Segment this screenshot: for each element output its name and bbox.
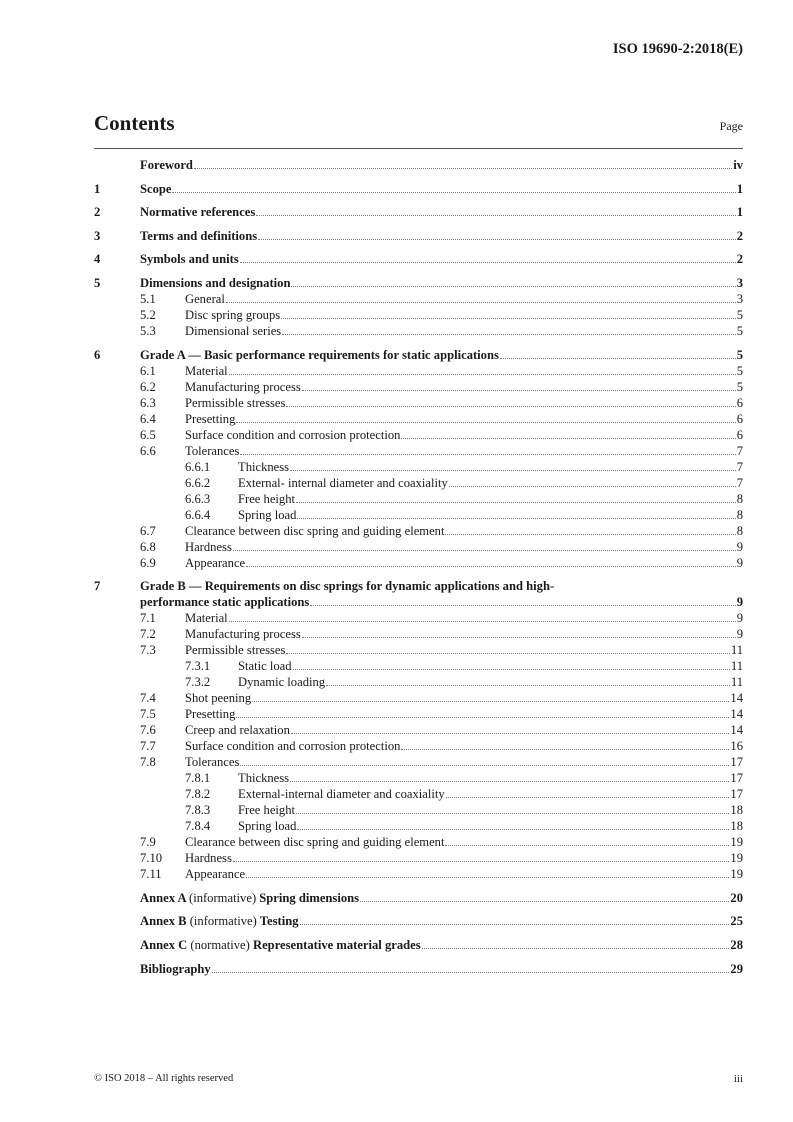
entry-title: Terms and definitions: [140, 228, 258, 243]
toc-entry[interactable]: [94, 157, 743, 173]
entry-page: 3: [736, 275, 743, 290]
dot-leader: [401, 749, 729, 750]
entry-page: 18: [730, 819, 743, 834]
entry-title: Material: [185, 611, 228, 626]
entry-title: Permissible stresses: [185, 395, 286, 410]
entry-page: 19: [730, 851, 743, 866]
dot-leader: [246, 877, 729, 878]
dot-leader: [296, 502, 736, 503]
toc-entry[interactable]: [94, 690, 743, 706]
entry-page: 9: [736, 539, 743, 554]
annex-title: Testing: [259, 914, 299, 929]
entry-title: Hardness: [185, 539, 232, 554]
entry-number: 6.4: [140, 411, 156, 426]
entry-title: Dimensions and designation: [140, 275, 291, 290]
entry-page: 16: [730, 739, 743, 754]
document-id-header: ISO 19690-2:2018(E): [612, 41, 743, 57]
entry-page: 14: [730, 707, 743, 722]
toc-entry[interactable]: [94, 937, 743, 953]
entry-number: 6.6: [140, 443, 156, 458]
toc-entry[interactable]: [94, 507, 743, 523]
contents-title: Contents: [94, 111, 175, 135]
entry-number: 7.10: [140, 851, 163, 866]
dot-leader: [233, 861, 730, 862]
entry-number: 7.3.1: [185, 659, 211, 674]
entry-page: 1: [736, 205, 743, 220]
entry-number: 7.9: [140, 835, 156, 850]
dot-leader: [290, 781, 729, 782]
entry-title: Clearance between disc spring and guiding element: [185, 523, 445, 538]
entry-title: Free height: [238, 491, 296, 506]
annex-label: Annex A: [140, 890, 186, 905]
dot-leader: [291, 733, 730, 734]
entry-number: 7.8.2: [185, 787, 211, 802]
entry-title: [140, 890, 359, 906]
entry-number: 7.6: [140, 723, 156, 738]
entry-number: 5.1: [140, 291, 156, 306]
table-of-contents: [94, 157, 743, 977]
entry-title: Clearance between disc spring and guiding element: [185, 835, 445, 850]
entry-number: 7.8: [140, 755, 156, 770]
dot-leader: [500, 358, 736, 359]
entry-page: 25: [730, 914, 743, 929]
entry-page: 2: [736, 252, 743, 267]
toc-entry[interactable]: [94, 850, 743, 866]
dot-leader: [252, 701, 729, 702]
dot-leader: [297, 518, 735, 519]
entry-page: 19: [730, 867, 743, 882]
dot-leader: [281, 318, 736, 319]
entry-title: Static load: [238, 659, 292, 674]
entry-page: iv: [733, 158, 743, 172]
entry-page: 1: [736, 181, 743, 196]
entry-number: 7.7: [140, 739, 156, 754]
dot-leader: [296, 813, 729, 814]
entry-title: Symbols and units: [140, 252, 239, 267]
entry-title: Bibliography: [140, 961, 211, 976]
toc-entry[interactable]: [94, 395, 743, 411]
toc-entry[interactable]: [94, 555, 743, 571]
dot-leader: [229, 621, 736, 622]
entry-page: 11: [730, 675, 743, 690]
entry-number: 6.8: [140, 539, 156, 554]
dot-leader: [326, 685, 730, 686]
entry-title: Grade B — Requirements on disc springs for dynamic applications and high-: [140, 579, 555, 594]
toc-entry[interactable]: [94, 802, 743, 818]
toc-entry[interactable]: [94, 913, 743, 929]
toc-entry[interactable]: [94, 291, 743, 307]
entry-title: General: [185, 291, 225, 306]
dot-leader: [236, 717, 729, 718]
entry-page: 20: [730, 890, 743, 905]
entry-page: 5: [736, 323, 743, 338]
toc-entry[interactable]: [94, 674, 743, 690]
dot-leader: [422, 948, 730, 949]
toc-entry[interactable]: [94, 251, 743, 267]
toc-entry[interactable]: [94, 818, 743, 834]
entry-number: 6.6.1: [185, 459, 211, 474]
entry-number: 2: [94, 205, 101, 220]
dot-leader: [445, 534, 735, 535]
entry-page: 9: [736, 595, 743, 610]
entry-title: Permissible stresses: [185, 643, 286, 658]
entry-number: 7.11: [140, 867, 162, 882]
entry-number: 1: [94, 181, 101, 196]
toc-entry[interactable]: [94, 834, 743, 850]
entry-page: 5: [736, 307, 743, 322]
entry-title: Material: [185, 363, 228, 378]
entry-title: Foreword: [140, 158, 193, 172]
toc-entry[interactable]: [94, 866, 743, 882]
entry-title: Scope: [140, 181, 172, 196]
entry-page: 11: [730, 659, 743, 674]
annex-title: Representative material grades: [253, 937, 421, 952]
dot-leader: [445, 845, 729, 846]
toc-entry[interactable]: [94, 770, 743, 786]
toc-entry[interactable]: [94, 459, 743, 475]
entry-number: 6.2: [140, 379, 156, 394]
entry-page: 28: [730, 937, 743, 952]
entry-number: 7.8.4: [185, 819, 211, 834]
entry-page: 8: [736, 523, 743, 538]
entry-number: 6.6.2: [185, 475, 211, 490]
dot-leader: [194, 168, 732, 169]
entry-title: Dimensional series: [185, 323, 282, 338]
annex-qualifier: (informative): [189, 890, 257, 905]
entry-title: Normative references: [140, 205, 256, 220]
entry-page: 14: [730, 723, 743, 738]
annex-title: Spring dimensions: [259, 890, 360, 905]
toc-entry[interactable]: [94, 363, 743, 379]
entry-title: Surface condition and corrosion protection: [185, 739, 401, 754]
entry-title: Appearance: [185, 555, 246, 570]
toc-entry[interactable]: [94, 523, 743, 539]
page-number: iii: [733, 1073, 743, 1085]
toc-entry[interactable]: [94, 890, 743, 906]
entry-page: 19: [730, 835, 743, 850]
toc-entry[interactable]: [94, 427, 743, 443]
dot-leader: [290, 470, 736, 471]
dot-leader: [302, 390, 736, 391]
entry-title: performance static applications: [140, 595, 310, 610]
toc-entry[interactable]: [94, 786, 743, 802]
entry-page: 5: [736, 363, 743, 378]
entry-page: 7: [736, 459, 743, 474]
entry-number: 6.1: [140, 363, 156, 378]
annex-qualifier: (informative): [189, 914, 257, 929]
toc-entry[interactable]: [94, 738, 743, 754]
dot-leader: [258, 239, 736, 240]
toc-entry[interactable]: [94, 204, 743, 220]
entry-title: Thickness: [238, 771, 290, 786]
toc-entry[interactable]: [94, 610, 743, 626]
annex-label: Annex B: [140, 914, 187, 929]
entry-title: Surface condition and corrosion protection: [185, 427, 401, 442]
entry-page: 6: [736, 427, 743, 442]
entry-page: 7: [736, 443, 743, 458]
entry-number: 5.2: [140, 307, 156, 322]
entry-page: 29: [730, 961, 743, 976]
entry-number: 7.8.1: [185, 771, 211, 786]
entry-number: 6.6.4: [185, 507, 211, 522]
dot-leader: [246, 566, 736, 567]
dot-leader: [282, 334, 736, 335]
divider: [94, 148, 743, 149]
toc-entry[interactable]: [94, 491, 743, 507]
copyright-footer: © ISO 2018 – All rights reserved: [94, 1073, 234, 1084]
toc-entry[interactable]: [94, 307, 743, 323]
toc-entry[interactable]: [94, 626, 743, 642]
toc-entry[interactable]: [94, 275, 743, 291]
toc-entry[interactable]: [94, 475, 743, 491]
entry-title: Shot peening: [185, 691, 252, 706]
dot-leader: [229, 374, 736, 375]
entry-title: [140, 937, 421, 953]
entry-number: 7.3: [140, 643, 156, 658]
entry-title: Tolerances: [185, 755, 240, 770]
dot-leader: [293, 669, 730, 670]
entry-page: 11: [730, 643, 743, 658]
entry-title: Presetting: [185, 411, 236, 426]
entry-title: Grade A — Basic performance requirements for static applications: [140, 347, 499, 362]
entry-page: 9: [736, 627, 743, 642]
entry-page: 6: [736, 395, 743, 410]
entry-title: Manufacturing process: [185, 379, 301, 394]
toc-entry[interactable]: [94, 722, 743, 738]
dot-leader: [291, 286, 735, 287]
toc-entry[interactable]: [94, 539, 743, 555]
entry-title: [140, 913, 299, 929]
toc-entry[interactable]: [94, 658, 743, 674]
toc-entry[interactable]: [94, 594, 743, 610]
toc-entry[interactable]: [94, 379, 743, 395]
dot-leader: [172, 192, 735, 193]
entry-number: 5.3: [140, 323, 156, 338]
entry-title: Dynamic loading: [238, 675, 326, 690]
entry-page: 8: [736, 507, 743, 522]
dot-leader: [310, 605, 735, 606]
page-column-label: Page: [719, 119, 743, 133]
entry-page: 14: [730, 691, 743, 706]
dot-leader: [300, 924, 730, 925]
entry-title: Spring load: [238, 507, 297, 522]
entry-number: 6.7: [140, 523, 156, 538]
entry-title: Spring load: [238, 819, 297, 834]
entry-title: Free height: [238, 803, 296, 818]
entry-title: Disc spring groups: [185, 307, 281, 322]
entry-page: 9: [736, 555, 743, 570]
entry-number: 7.8.3: [185, 803, 211, 818]
dot-leader: [233, 550, 736, 551]
entry-number: 7.3.2: [185, 675, 211, 690]
annex-label: Annex C: [140, 937, 188, 952]
entry-page: 2: [736, 228, 743, 243]
toc-entry[interactable]: [94, 323, 743, 339]
entry-page: 6: [736, 411, 743, 426]
dot-leader: [449, 486, 736, 487]
dot-leader: [236, 422, 735, 423]
dot-leader: [240, 765, 729, 766]
entry-page: 9: [736, 611, 743, 626]
dot-leader: [256, 215, 735, 216]
toc-entry[interactable]: [94, 578, 743, 594]
entry-number: 7.4: [140, 691, 156, 706]
entry-title: External- internal diameter and coaxiality: [238, 475, 448, 490]
entry-page: 17: [730, 771, 743, 786]
dot-leader: [226, 302, 736, 303]
entry-number: 7.5: [140, 707, 156, 722]
dot-leader: [302, 637, 736, 638]
entry-title: Tolerances: [185, 443, 240, 458]
dot-leader: [240, 454, 735, 455]
entry-title: Hardness: [185, 851, 232, 866]
dot-leader: [240, 262, 736, 263]
toc-entry[interactable]: [94, 754, 743, 770]
toc-entry[interactable]: [94, 228, 743, 244]
dot-leader: [286, 406, 735, 407]
toc-entry[interactable]: [94, 443, 743, 459]
toc-entry[interactable]: [94, 706, 743, 722]
entry-page: 5: [736, 379, 743, 394]
entry-page: 17: [730, 787, 743, 802]
entry-number: 3: [94, 228, 101, 243]
entry-title: Manufacturing process: [185, 627, 301, 642]
entry-title: Creep and relaxation: [185, 723, 290, 738]
entry-number: 7.2: [140, 627, 156, 642]
dot-leader: [401, 438, 735, 439]
toc-entry[interactable]: [94, 411, 743, 427]
dot-leader: [360, 901, 729, 902]
entry-number: 6.9: [140, 555, 156, 570]
entry-number: 6.5: [140, 427, 156, 442]
entry-number: 5: [94, 275, 101, 290]
entry-number: 7: [94, 579, 101, 594]
toc-entry[interactable]: [94, 181, 743, 197]
entry-page: 5: [736, 347, 743, 362]
dot-leader: [446, 797, 730, 798]
entry-number: 7.1: [140, 611, 156, 626]
dot-leader: [286, 653, 729, 654]
toc-entry[interactable]: [94, 642, 743, 658]
dot-leader: [297, 829, 729, 830]
entry-title: Appearance: [185, 867, 246, 882]
entry-title: External-internal diameter and coaxiality: [238, 787, 445, 802]
entry-number: 6: [94, 347, 101, 362]
annex-qualifier: (normative): [190, 937, 250, 952]
entry-page: 18: [730, 803, 743, 818]
entry-page: 7: [736, 475, 743, 490]
toc-entry[interactable]: [94, 347, 743, 363]
entry-number: 6.6.3: [185, 491, 211, 506]
entry-title: Presetting: [185, 707, 236, 722]
entry-page: 3: [736, 291, 743, 306]
entry-number: 6.3: [140, 395, 156, 410]
toc-entry[interactable]: [94, 961, 743, 977]
entry-page: 17: [730, 755, 743, 770]
entry-number: 4: [94, 252, 101, 267]
entry-page: 8: [736, 491, 743, 506]
entry-title: Thickness: [238, 459, 290, 474]
dot-leader: [212, 972, 730, 973]
